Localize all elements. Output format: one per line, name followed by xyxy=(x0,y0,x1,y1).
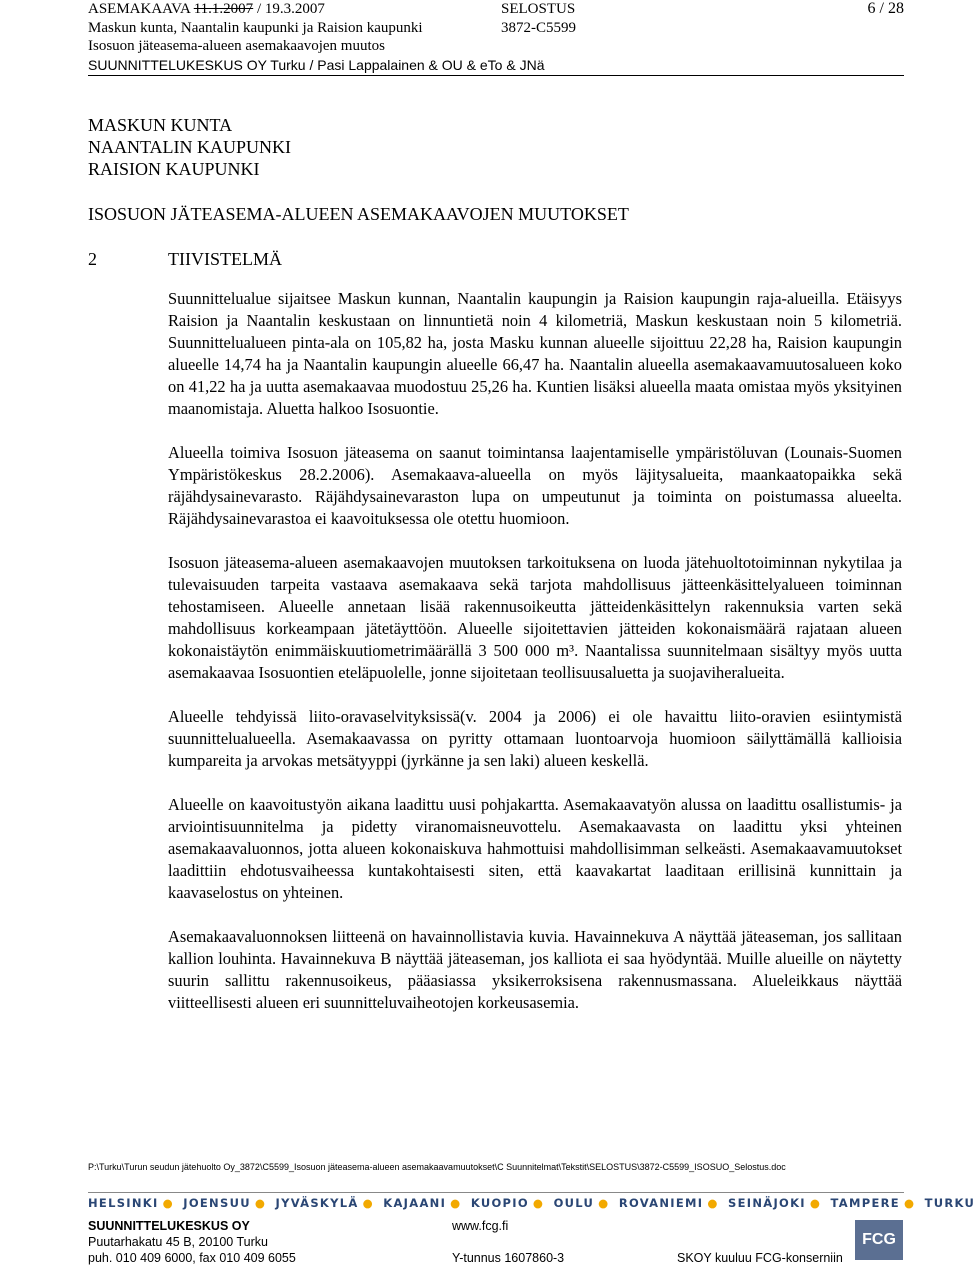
header-authors: SUUNNITTELUKESKUS OY Turku / Pasi Lappalainen & OU & eTo & JNä xyxy=(88,56,545,73)
footer-divider xyxy=(88,1192,904,1193)
dot-icon: ● xyxy=(903,1196,916,1210)
date-new: 19.3.2007 xyxy=(264,1,325,17)
office-cities xyxy=(88,1196,975,1210)
file-path: P:\Turku\Turun seudun jätehuolto Oy_3872\C5599_Isosuon jäteasema-alueen asemakaavamuutokset\C Suunnitelmat\Tekstit\SELOSTUS\3872-C5599_ISOSUO_Selostus.doc xyxy=(88,1162,786,1172)
date-old: 11.1.2007 xyxy=(193,1,254,17)
company-web[interactable]: www.fcg.fi xyxy=(452,1219,509,1233)
header-project: Isosuon jäteasema-alueen asemakaavojen muutos xyxy=(88,38,385,54)
city: JYVÄSKYLÄ xyxy=(275,1196,359,1210)
entity-list xyxy=(88,114,291,180)
company-name: SUUNNITTELUKESKUS OY xyxy=(88,1219,250,1233)
city: TURKU xyxy=(924,1196,975,1210)
project-code: 3872-C5599 xyxy=(501,19,576,36)
dot-icon: ● xyxy=(598,1196,610,1210)
section-label: SELOSTUS xyxy=(501,1,576,17)
section-heading xyxy=(88,249,282,270)
paragraph: Alueella toimiva Isosuon jäteasema on saanut toimintansa laajentamiselle ympäristöluvan (Lounais-Suomen Ympäristökeskus 28.2.2006). Asemakaava-alueella on myös läjitysalueita, maankaatopaikka sekä räjähdysainevarasto. Räjähdysainevaraston lupa on umpeutunut ja toiminta on poistumassa alueelta. Räjähdysainevarastoa ei kaavoituksessa ole otettu huomioon. xyxy=(168,443,902,528)
company-block xyxy=(88,1218,296,1266)
company-address: Puutarhakatu 45 B, 20100 Turku xyxy=(88,1235,268,1249)
paragraph: Alueelle tehdyissä liito-oravaselvityksissä(v. 2004 ja 2006) ei ole havaittu liito-oravien esiintymistä suunnittelualueella. Asemakaavassa on pyritty ottamaan luontoarvoja huomioon säilyttämällä kallioisia kumpareita ja arvokas metsätyyppi (jyrkänne ja sen laki) alueen keskellä. xyxy=(168,707,902,770)
dot-icon: ● xyxy=(162,1196,174,1210)
doc-type: ASEMAKAAVA xyxy=(88,1,190,17)
city: KAJAANI xyxy=(383,1196,447,1210)
paragraph: Isosuon jäteasema-alueen asemakaavojen muutoksen tarkoituksena on luoda jätehuoltotoiminnan nykytilaa ja tulevaisuuden tarpeita vastaava asemakaava sekä tarjota mahdollisuus jätteenkäsittelyalueen toiminnan tehostamiseen. Alueelle annetaan lisää rakennusoikeutta jätteidenkäsittelyn rakennuksia varten sekä mahdollisuus korkeampaan jätetäyttöön. Alueelle sijoitettavien jätteiden kokonaismäärä rajataan alueen kokonaistäytön enimmäiskuutiometrimäärällä 3 500 000 m³. Naantalissa suunnitelmaan sisältyy myös uutta asemakaavaa Isosuontien eteläpuolelle, jonne sijoitetaan teollisuusaluetta ja suojaviheralueita. xyxy=(168,553,902,682)
dot-icon: ● xyxy=(254,1196,267,1210)
city: ROVANIEMI xyxy=(618,1196,704,1210)
document-title: ISOSUON JÄTEASEMA-ALUEEN ASEMAKAAVOJEN MUUTOKSET xyxy=(88,204,629,224)
entity-naantali: NAANTALIN KAUPUNKI xyxy=(88,137,292,157)
dot-icon: ● xyxy=(362,1196,374,1210)
fcg-logo: FCG xyxy=(855,1220,903,1260)
city: OULU xyxy=(553,1196,595,1210)
paragraph: Alueelle on kaavoitustyön aikana laadittu uusi pohjakartta. Asemakaavatyön alussa on laadittu osallistumis- ja arviointisuunnitelma ja pidetty viranomaisneuvottelu. Asemakaavasta on laadittu yksi yhteinen asemakaavaluonnos, jotta alueen kokonaiskuva hahmottuisi mahdollisimman selkeästi. Asemakaavamuutokset laadittiin ehdotusvaiheessa kuntakohtaisesti siten, että kaavakartat laaditaan erillisinä kunnittain ja kaavaselostus on yhteinen. xyxy=(168,795,902,902)
city: JOENSUU xyxy=(183,1196,251,1210)
company-phone: puh. 010 409 6000, fax 010 409 6055 xyxy=(88,1251,296,1265)
section-number: 2 xyxy=(88,249,97,269)
dot-icon: ● xyxy=(450,1196,462,1210)
business-id: Y-tunnus 1607860-3 xyxy=(452,1251,565,1265)
city: KUOPIO xyxy=(470,1196,529,1210)
section-title: TIIVISTELMÄ xyxy=(168,249,282,269)
summary-body xyxy=(168,288,902,1036)
dot-icon: ● xyxy=(809,1196,822,1210)
entity-masku: MASKUN KUNTA xyxy=(88,115,233,135)
date-separator: / xyxy=(253,1,265,17)
dot-icon: ● xyxy=(532,1196,545,1210)
header-divider xyxy=(88,75,904,76)
page-number: 6 / 28 xyxy=(867,0,904,17)
city: TAMPERE xyxy=(830,1196,900,1210)
dot-icon: ● xyxy=(707,1196,719,1210)
header-municipalities: Maskun kunta, Naantalin kaupunki ja Raision kaupunki xyxy=(88,19,423,36)
group-membership: SKOY kuuluu FCG-konserniin xyxy=(677,1251,843,1265)
paragraph: Suunnittelualue sijaitsee Maskun kunnan, Naantalin kaupungin ja Raision kaupungin raja-alueilla. Etäisyys Raision ja Naantalin keskustaan on linnuntietä noin 4 kilometriä, Maskun keskustaan noin 5 kilometriä. Suunnittelualueen pinta-ala on 105,82 ha, josta Masku kunnan alueelle sijoittuu 22,28 ha, Raision kaupungin alueelle 14,74 ha ja Naantalin kaupungin alueelle 66,47 ha. Naantalin alueella asemakaavamuutosalueen koko on 41,22 ha ja uutta asemakaavaa muodostuu 25,26 ha. Kuntien lisäksi alueella maata omistaa myös yksityinen maanomistaja. Aluetta halkoo Isosuontie. xyxy=(168,289,902,418)
paragraph: Asemakaavaluonnoksen liitteenä on havainnollistavia kuvia. Havainnekuva A näyttää jäteaseman, jos sallitaan kallion louhinta. Havainnekuva B näyttää jäteaseman, jos kalliota ei saa hyödyntää. Muille alueille on näytetty suurin sallittu rakennusoikeus, pääasiassa yksikerroksisena rakennusmassana. Alueleikkaus näyttää viitteellisesti alueen eri suunnitteluvaiheotojen korkeusasemia. xyxy=(168,927,902,1012)
entity-raisio: RAISION KAUPUNKI xyxy=(88,159,260,179)
city: HELSINKI xyxy=(88,1196,159,1210)
page-header xyxy=(88,0,904,74)
city: SEINÄJOKI xyxy=(728,1196,806,1210)
